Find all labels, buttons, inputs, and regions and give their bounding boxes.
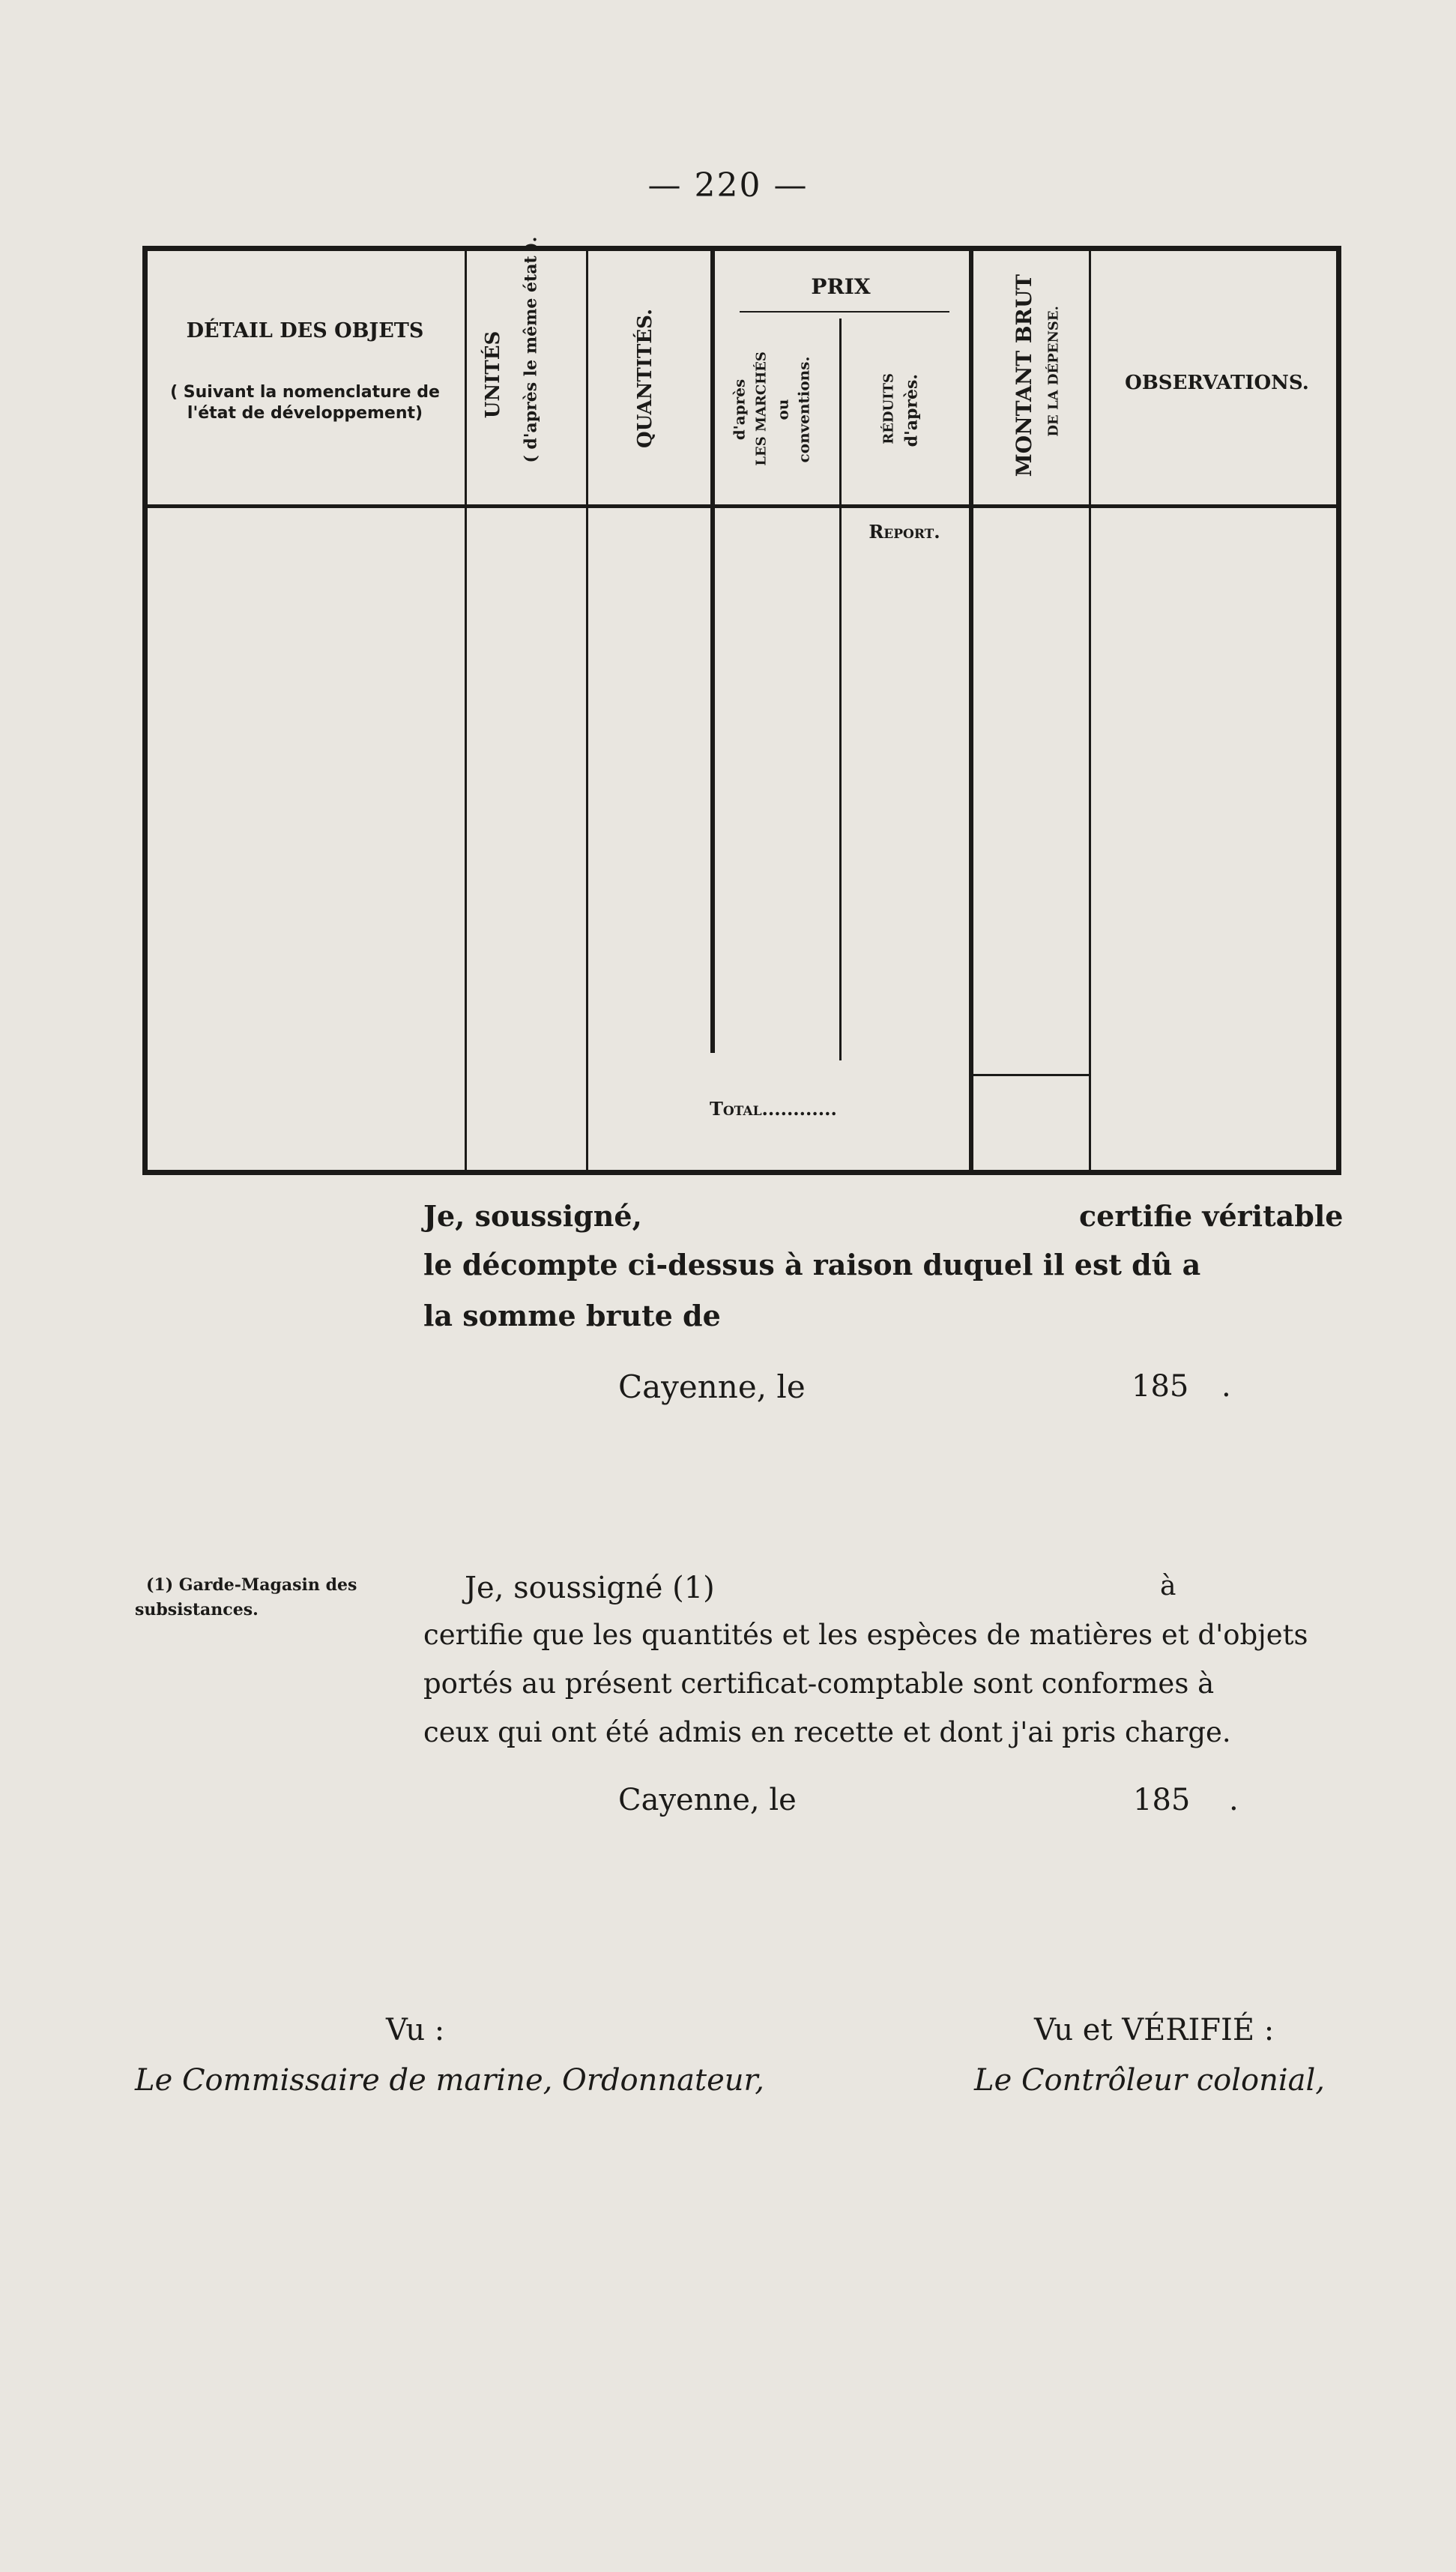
signature-left-label: Vu : (386, 2013, 445, 2047)
col-divider (710, 251, 715, 1053)
col-observations: OBSERVATIONS. (1125, 372, 1309, 394)
col-quantities: QUANTITÉS. (634, 308, 657, 448)
receipt-line1-right: à (1160, 1571, 1176, 1602)
col-divider (586, 251, 588, 1170)
receipt-period: . (1229, 1783, 1239, 1817)
receipt-line2: certifie que les quantités et les espèces de matières et d'objets (423, 1619, 1308, 1651)
cert-line2: le décompte ci-dessus à raison duquel il est dû a (423, 1248, 1201, 1282)
report-label: Report. (869, 521, 940, 543)
receipt-line4: ceux qui ont été admis en recette et dont j'ai pris charge. (423, 1716, 1231, 1748)
col-gross-amount-sub: DE LA DÉPENSE. (1045, 306, 1062, 437)
col-divider (839, 319, 842, 1060)
col-price-reduced-2: d'après. (901, 373, 922, 447)
signature-left-title: Le Commissaire de marine, Ordonnateur, (135, 2063, 764, 2098)
page-number: — 220 — (647, 166, 809, 205)
footnote-marker: (1) Garde-Magasin des (146, 1575, 357, 1595)
col-divider (969, 251, 973, 1170)
expense-table (142, 236, 1341, 1175)
col-detail-subtitle: ( Suivant la nomenclature de l'état de développement) (170, 383, 440, 423)
col-price-markets-4: conventions. (794, 356, 813, 463)
col-price-markets-2: LES MARCHÉS (753, 351, 770, 466)
cert-year: 185 (1132, 1369, 1189, 1404)
col-price: PRIX (811, 274, 871, 299)
cert-period: . (1221, 1369, 1231, 1404)
cert-line1-left: Je, soussigné, (423, 1199, 642, 1233)
col-units-subtitle: ( d'après le même état ). (521, 236, 541, 463)
col-gross-amount: MONTANT BRUT (1011, 274, 1036, 477)
receipt-line1-left: Je, soussigné (1) (465, 1571, 715, 1605)
header-divider (148, 504, 1336, 508)
cert-line1-right: certifie véritable (1079, 1199, 1344, 1233)
col-units-title: UNITÉS (482, 330, 505, 419)
signature-right-label: Vu et VÉRIFIÉ : (1034, 2013, 1275, 2047)
receipt-year: 185 (1133, 1783, 1191, 1817)
total-label: Total............ (710, 1098, 837, 1120)
cert-line3: la somme brute de (423, 1299, 721, 1332)
footnote-text: subsistances. (135, 1600, 259, 1619)
signature-right-title: Le Contrôleur colonial, (974, 2063, 1326, 2098)
receipt-line3: portés au présent certificat-comptable sont conformes à (423, 1667, 1215, 1700)
price-brace (740, 311, 949, 313)
cert-place: Cayenne, le (618, 1368, 806, 1405)
col-price-markets-3: ou (773, 399, 792, 420)
col-divider (465, 251, 467, 1170)
col-price-markets-1: d'après (730, 378, 749, 441)
total-rule (972, 1074, 1089, 1076)
receipt-place: Cayenne, le (618, 1783, 797, 1817)
col-detail-title: DÉTAIL DES OBJETS (186, 319, 424, 342)
col-divider (1089, 251, 1091, 1170)
col-price-reduced-1: RÉDUITS (880, 372, 897, 444)
